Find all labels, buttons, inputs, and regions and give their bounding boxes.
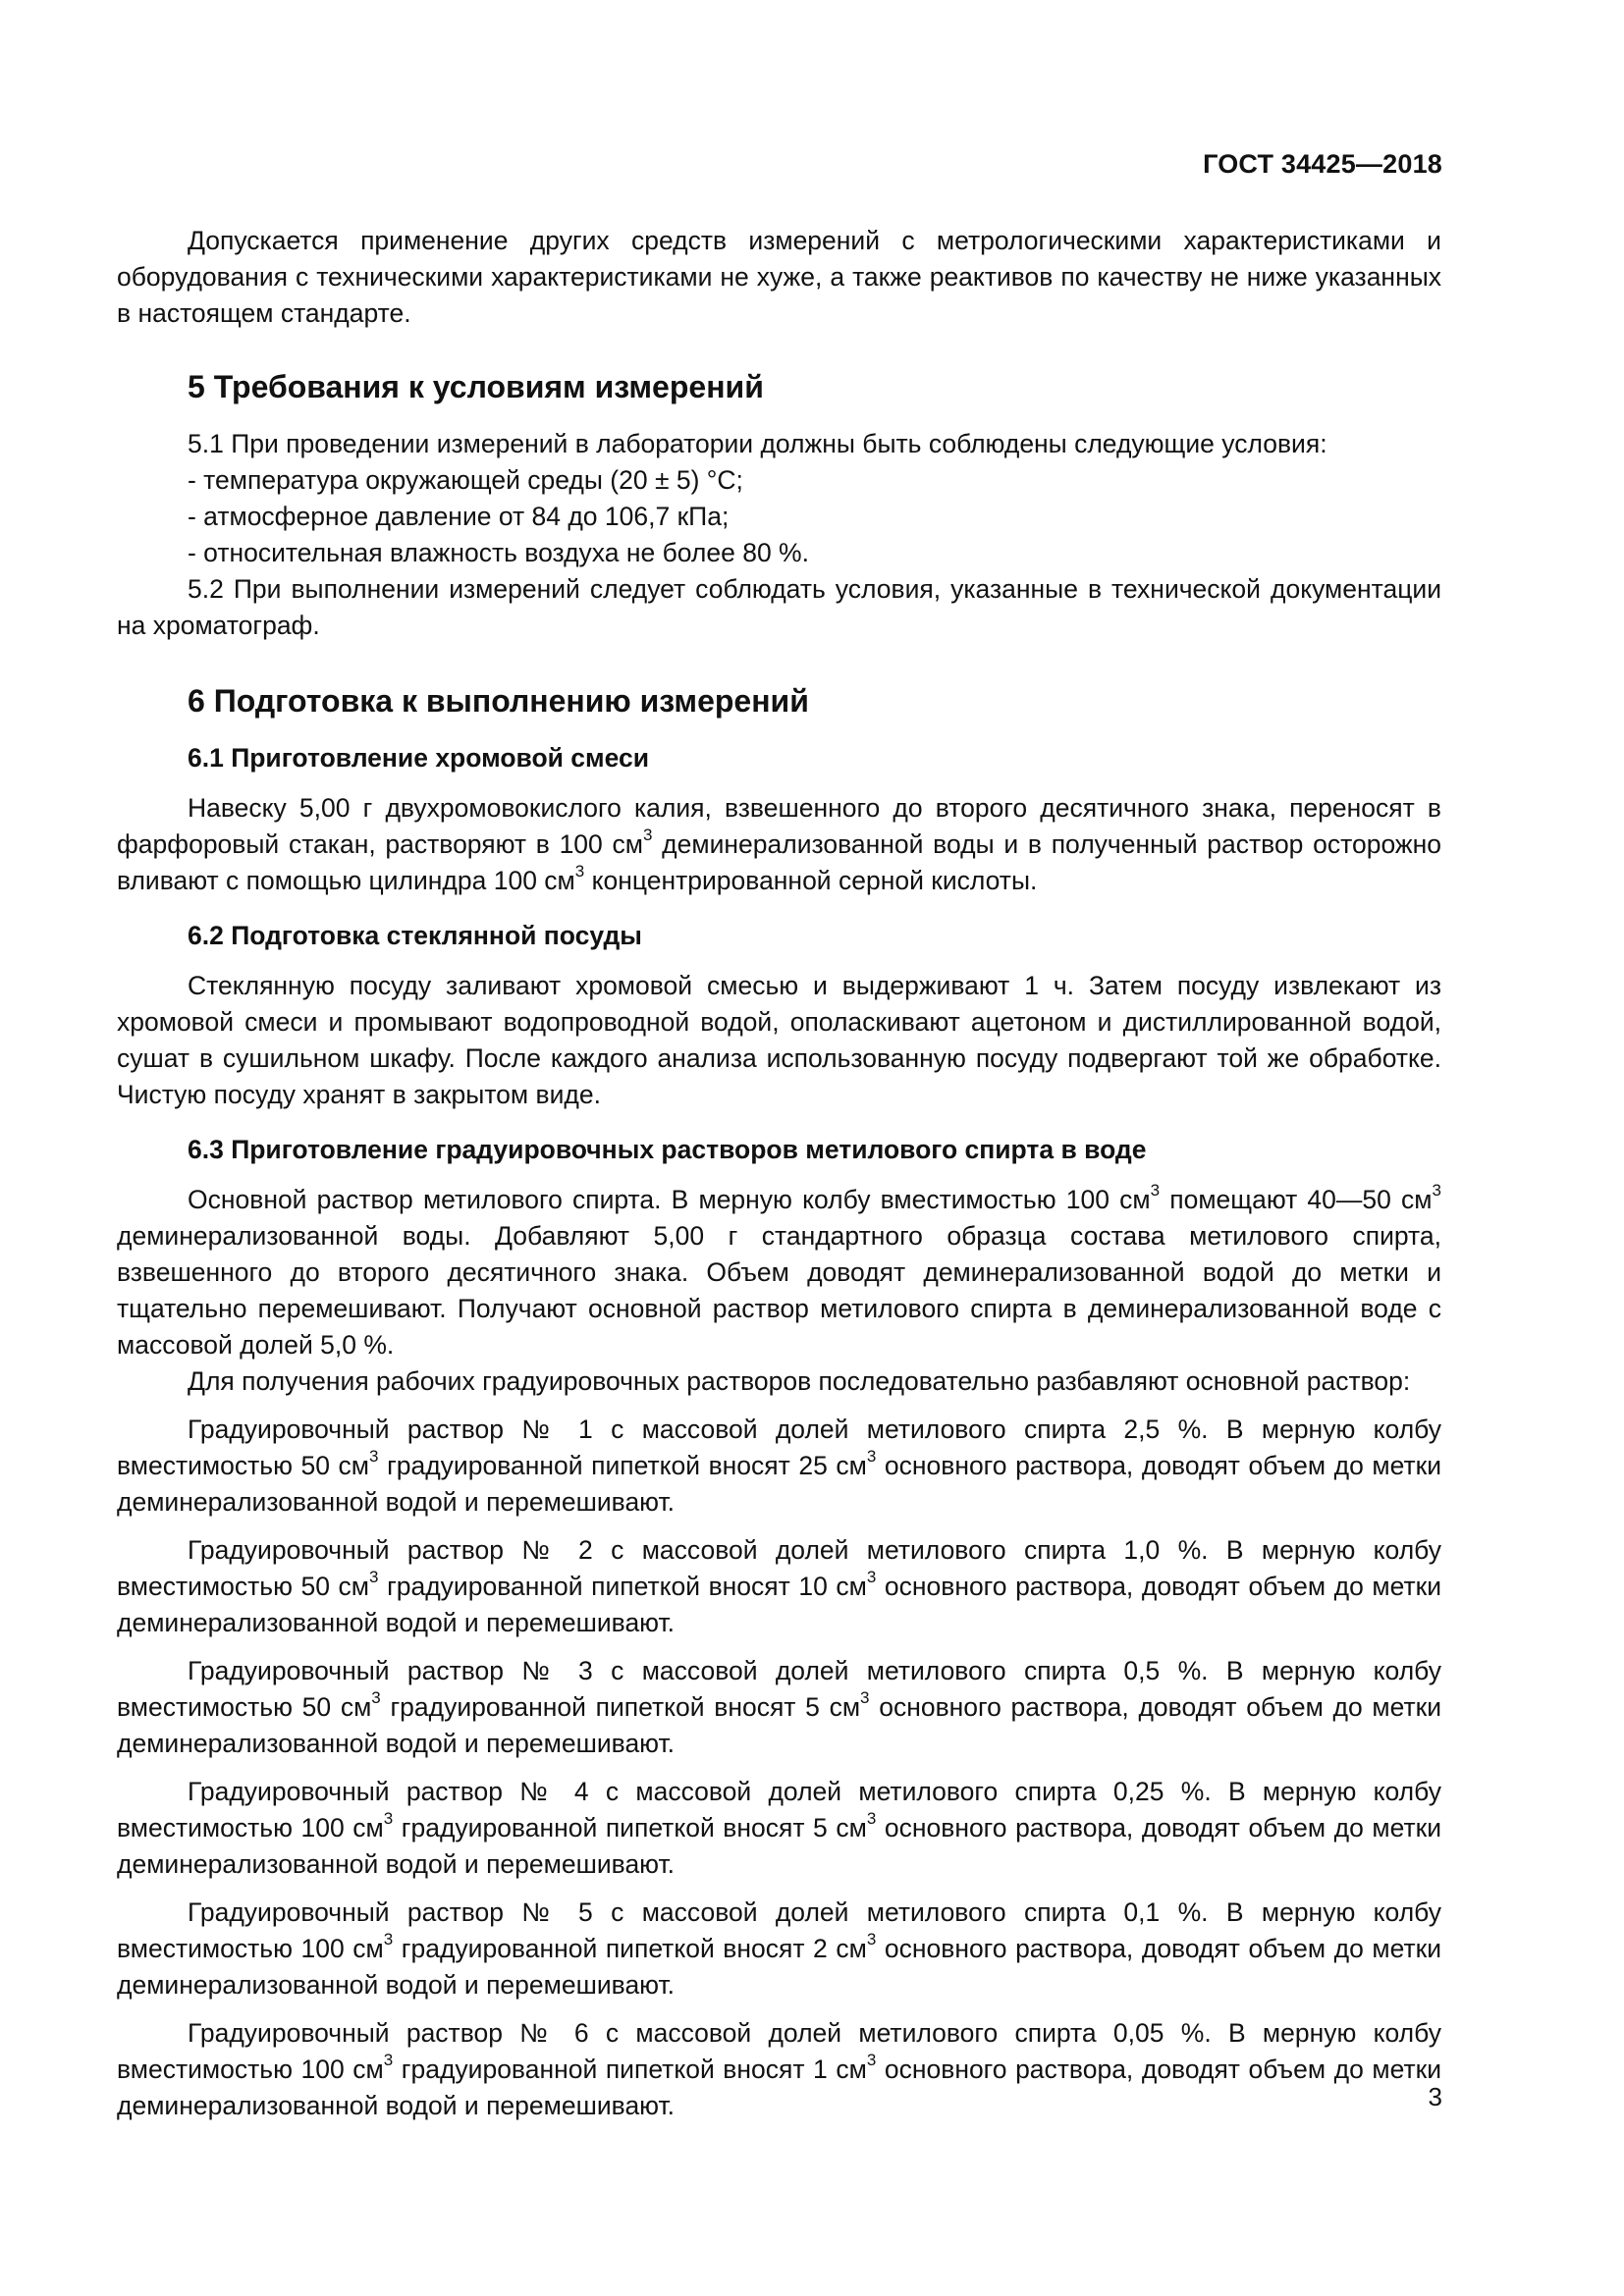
base-solution-paragraph <box>117 1182 1441 1363</box>
text-fragment: деминерализованной воды и в полученный раствор осторожно вливают с помощью цилиндра 100 см <box>117 829 1441 895</box>
section-5-heading: 5 Требования к условиям измерений <box>188 369 764 404</box>
superscript: 3 <box>383 1930 394 1949</box>
superscript: 3 <box>369 1447 379 1467</box>
text-fragment: помещают 40—50 см <box>1160 1185 1433 1214</box>
condition-humidity: - относительная влажность воздуха не более 80 %. <box>188 538 809 567</box>
text-fragment: градуированной пипеткой вносят 5 см <box>393 1813 867 1842</box>
subsection-6-2-heading: 6.2 Подготовка стеклянной посуды <box>188 921 642 950</box>
superscript: 3 <box>642 826 653 845</box>
section-6-heading: 6 Подготовка к выполнению измерений <box>188 683 809 719</box>
superscript: 3 <box>574 862 585 881</box>
superscript: 3 <box>866 1930 877 1949</box>
condition-pressure: - атмосферное давление от 84 до 106,7 кПа; <box>188 502 730 531</box>
superscript: 3 <box>1150 1181 1161 1201</box>
text-fragment: основного раствора, доводят объем до метки деминерализованной водой и перемешивают. <box>117 1692 1442 1758</box>
superscript: 3 <box>866 1809 877 1829</box>
superscript: 3 <box>383 2051 394 2070</box>
standard-designation: ГОСТ 34425—2018 <box>1203 149 1442 179</box>
superscript: 3 <box>369 1568 379 1587</box>
superscript: 3 <box>860 1688 870 1708</box>
text-fragment: Градуировочный раствор № 4 с массовой долей метилового спирта 0,25 %. В мерную колбу вместимостью 100 см <box>117 1777 1441 1842</box>
text-fragment: Навеску 5,00 г двухромовокислого калия, взвешенного до второго десятичного знака, переносят в фарфоровый стакан, растворяют в 100 см <box>117 793 1441 859</box>
text-fragment: градуированной пипеткой вносят 1 см <box>393 2055 867 2084</box>
intro-paragraph: Допускается применение других средств измерений с метрологическими характеристиками и оборудования с техническими характеристиками не хуже, а также реактивов по качеству не ниже указанных в настоящем стандарте. <box>117 226 1441 328</box>
text-fragment: градуированной пипеткой вносят 5 см <box>380 1692 861 1722</box>
calibration-solution-5 <box>117 1895 1441 2003</box>
dilution-lead-paragraph: Для получения рабочих градуировочных растворов последовательно разбавляют основной раствор: <box>188 1366 1411 1396</box>
text-fragment: основного раствора, доводят объем до метки деминерализованной водой и перемешивают. <box>117 1572 1441 1637</box>
text-fragment: градуированной пипеткой вносят 2 см <box>393 1934 867 1963</box>
text-fragment: Градуировочный раствор № 5 с массовой долей метилового спирта 0,1 %. В мерную колбу вместимостью 100 см <box>117 1897 1441 1963</box>
text-fragment: основного раствора, доводят объем до метки деминерализованной водой и перемешивают. <box>117 1451 1441 1517</box>
superscript: 3 <box>866 2051 877 2070</box>
calibration-solution-2 <box>117 1532 1441 1641</box>
superscript: 3 <box>371 1688 381 1708</box>
clause-6-2-text: Стеклянную посуду заливают хромовой смесью и выдерживают 1 ч. Затем посуду извлекают из хромовой смеси и промывают водопроводной водой, ополаскивают ацетоном и дистиллированной водой, сушат в сушильном шкафу. После каждого анализа использованную посуду подвергают той же обработке. Чистую посуду хранят в закрытом виде. <box>117 971 1441 1109</box>
text-fragment: концентрированной серной кислоты. <box>584 866 1038 895</box>
text-fragment: основного раствора, доводят объем до метки деминерализованной водой и перемешивают. <box>117 1813 1441 1879</box>
clause-5-1: 5.1 При проведении измерений в лаборатории должны быть соблюдены следующие условия: <box>188 429 1327 458</box>
text-fragment: градуированной пипеткой вносят 25 см <box>378 1451 867 1480</box>
condition-temperature: - температура окружающей среды (20 ± 5) °С; <box>188 465 743 495</box>
calibration-solution-3 <box>117 1653 1441 1762</box>
text-fragment: Градуировочный раствор № 1 с массовой долей метилового спирта 2,5 %. В мерную колбу вместимостью 50 см <box>117 1415 1441 1480</box>
text-fragment: градуированной пипеткой вносят 10 см <box>378 1572 867 1601</box>
subsection-6-3-heading: 6.3 Приготовление градуировочных растворов метилового спирта в воде <box>188 1135 1147 1164</box>
page-number: 3 <box>1428 2082 1442 2111</box>
superscript: 3 <box>1432 1181 1441 1201</box>
superscript: 3 <box>866 1447 877 1467</box>
calibration-solution-4 <box>117 1774 1441 1883</box>
text-fragment: основного раствора, доводят объем до метки деминерализованной водой и перемешивают. <box>117 2055 1441 2120</box>
superscript: 3 <box>383 1809 394 1829</box>
superscript: 3 <box>866 1568 877 1587</box>
calibration-solution-6 <box>117 2015 1441 2124</box>
calibration-solution-1 <box>117 1412 1441 1521</box>
subsection-6-1-heading: 6.1 Приготовление хромовой смеси <box>188 743 650 773</box>
text-fragment: деминерализованной воды. Добавляют 5,00 г стандартного образца состава метилового спирта, взвешенного до второго десятичного знака. Объем доводят деминерализованной водой до метки и тщательно перемешивают. Получают основной раствор метилового спирта в деминерализованной воде с массовой долей 5,0 %. <box>117 1221 1441 1360</box>
text-fragment: основного раствора, доводят объем до метки деминерализованной водой и перемешивают. <box>117 1934 1441 2000</box>
clause-6-1-text <box>117 790 1441 899</box>
clause-5-2: 5.2 При выполнении измерений следует соблюдать условия, указанные в технической документации на хроматограф. <box>117 574 1441 640</box>
text-fragment: Основной раствор метилового спирта. В мерную колбу вместимостью 100 см <box>188 1185 1151 1214</box>
text-fragment: Градуировочный раствор № 6 с массовой долей метилового спирта 0,05 %. В мерную колбу вместимостью 100 см <box>117 2018 1441 2084</box>
text-fragment: Градуировочный раствор № 3 с массовой долей метилового спирта 0,5 %. В мерную колбу вместимостью 50 см <box>117 1656 1441 1722</box>
text-fragment: Градуировочный раствор № 2 с массовой долей метилового спирта 1,0 %. В мерную колбу вместимостью 50 см <box>117 1535 1441 1601</box>
page-body <box>117 223 1441 2124</box>
